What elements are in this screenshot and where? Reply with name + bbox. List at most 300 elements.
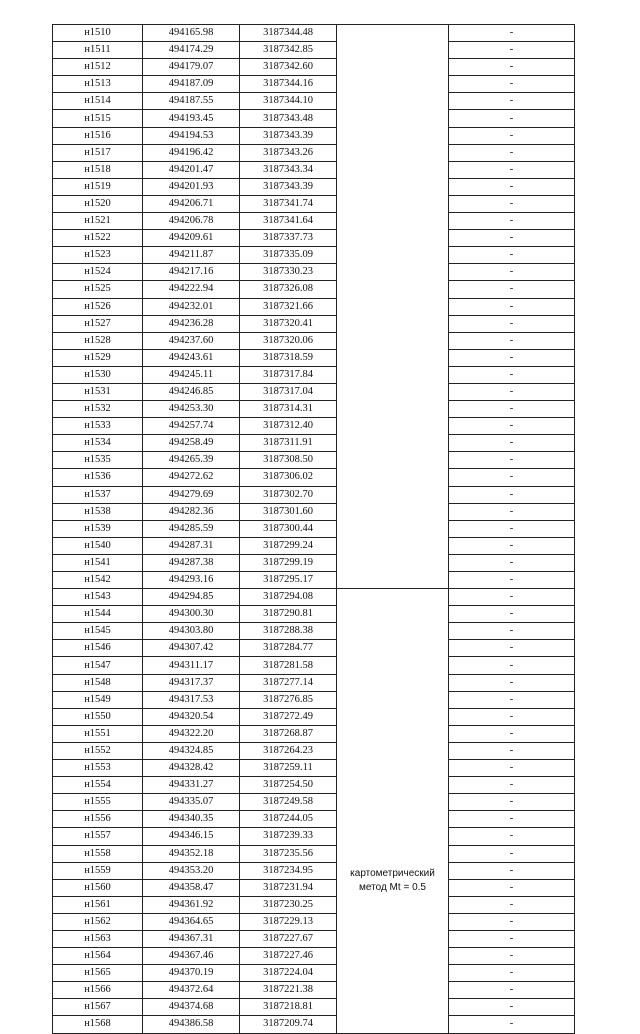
point-name-cell: н1546 xyxy=(53,640,143,657)
x-coordinate-cell: 494258.49 xyxy=(143,435,240,452)
y-coordinate-cell: 3187299.19 xyxy=(240,554,337,571)
table-row xyxy=(53,828,575,845)
x-coordinate-cell: 494193.45 xyxy=(143,110,240,127)
x-coordinate-cell: 494211.87 xyxy=(143,247,240,264)
x-coordinate-cell: 494386.58 xyxy=(143,1016,240,1033)
point-name-cell: н1522 xyxy=(53,230,143,247)
x-coordinate-cell: 494243.61 xyxy=(143,349,240,366)
dash-cell: - xyxy=(449,777,575,794)
y-coordinate-cell: 3187306.02 xyxy=(240,469,337,486)
point-name-cell: н1540 xyxy=(53,537,143,554)
point-name-cell: н1511 xyxy=(53,42,143,59)
x-coordinate-cell: 494370.19 xyxy=(143,965,240,982)
dash-cell: - xyxy=(449,503,575,520)
table-row xyxy=(53,811,575,828)
y-coordinate-cell: 3187259.11 xyxy=(240,760,337,777)
dash-cell: - xyxy=(449,195,575,212)
y-coordinate-cell: 3187276.85 xyxy=(240,691,337,708)
x-coordinate-cell: 494222.94 xyxy=(143,281,240,298)
y-coordinate-cell: 3187235.56 xyxy=(240,845,337,862)
x-coordinate-cell: 494165.98 xyxy=(143,25,240,42)
table-row xyxy=(53,520,575,537)
table-row xyxy=(53,845,575,862)
table-row xyxy=(53,366,575,383)
dash-cell: - xyxy=(449,896,575,913)
table-row xyxy=(53,25,575,42)
point-name-cell: н1559 xyxy=(53,862,143,879)
dash-cell: - xyxy=(449,349,575,366)
point-name-cell: н1537 xyxy=(53,486,143,503)
x-coordinate-cell: 494206.78 xyxy=(143,213,240,230)
y-coordinate-cell: 3187320.41 xyxy=(240,315,337,332)
point-name-cell: н1527 xyxy=(53,315,143,332)
table-row xyxy=(53,93,575,110)
point-name-cell: н1568 xyxy=(53,1016,143,1033)
table-row xyxy=(53,418,575,435)
y-coordinate-cell: 3187229.13 xyxy=(240,913,337,930)
dash-cell: - xyxy=(449,845,575,862)
y-coordinate-cell: 3187268.87 xyxy=(240,725,337,742)
point-name-cell: н1528 xyxy=(53,332,143,349)
table-row xyxy=(53,879,575,896)
x-coordinate-cell: 494285.59 xyxy=(143,520,240,537)
x-coordinate-cell: 494187.09 xyxy=(143,76,240,93)
y-coordinate-cell: 3187234.95 xyxy=(240,862,337,879)
table-row xyxy=(53,247,575,264)
y-coordinate-cell: 3187317.04 xyxy=(240,383,337,400)
table-row xyxy=(53,452,575,469)
y-coordinate-cell: 3187300.44 xyxy=(240,520,337,537)
x-coordinate-cell: 494236.28 xyxy=(143,315,240,332)
x-coordinate-cell: 494361.92 xyxy=(143,896,240,913)
y-coordinate-cell: 3187311.91 xyxy=(240,435,337,452)
x-coordinate-cell: 494320.54 xyxy=(143,708,240,725)
table-row xyxy=(53,435,575,452)
table-row xyxy=(53,913,575,930)
table-row xyxy=(53,264,575,281)
y-coordinate-cell: 3187294.08 xyxy=(240,589,337,606)
x-coordinate-cell: 494367.46 xyxy=(143,948,240,965)
y-coordinate-cell: 3187299.24 xyxy=(240,537,337,554)
y-coordinate-cell: 3187308.50 xyxy=(240,452,337,469)
dash-cell: - xyxy=(449,691,575,708)
y-coordinate-cell: 3187320.06 xyxy=(240,332,337,349)
dash-cell: - xyxy=(449,708,575,725)
dash-cell: - xyxy=(449,452,575,469)
table-row xyxy=(53,401,575,418)
point-name-cell: н1538 xyxy=(53,503,143,520)
table-row xyxy=(53,606,575,623)
table-row xyxy=(53,674,575,691)
x-coordinate-cell: 494352.18 xyxy=(143,845,240,862)
y-coordinate-cell: 3187227.46 xyxy=(240,948,337,965)
table-row xyxy=(53,503,575,520)
table-row xyxy=(53,862,575,879)
y-coordinate-cell: 3187249.58 xyxy=(240,794,337,811)
point-name-cell: н1551 xyxy=(53,725,143,742)
dash-cell: - xyxy=(449,401,575,418)
table-row xyxy=(53,42,575,59)
table-row xyxy=(53,589,575,606)
point-name-cell: н1543 xyxy=(53,589,143,606)
y-coordinate-cell: 3187343.39 xyxy=(240,127,337,144)
dash-cell: - xyxy=(449,982,575,999)
dash-cell: - xyxy=(449,862,575,879)
dash-cell: - xyxy=(449,913,575,930)
point-name-cell: н1523 xyxy=(53,247,143,264)
dash-cell: - xyxy=(449,794,575,811)
table-row xyxy=(53,383,575,400)
x-coordinate-cell: 494317.37 xyxy=(143,674,240,691)
table-row xyxy=(53,298,575,315)
point-name-cell: н1530 xyxy=(53,366,143,383)
x-coordinate-cell: 494317.53 xyxy=(143,691,240,708)
table-row xyxy=(53,59,575,76)
point-name-cell: н1554 xyxy=(53,777,143,794)
table-row xyxy=(53,127,575,144)
dash-cell: - xyxy=(449,144,575,161)
table-row xyxy=(53,640,575,657)
dash-cell: - xyxy=(449,213,575,230)
table-row xyxy=(53,178,575,195)
y-coordinate-cell: 3187342.60 xyxy=(240,59,337,76)
dash-cell: - xyxy=(449,76,575,93)
y-coordinate-cell: 3187321.66 xyxy=(240,298,337,315)
point-name-cell: н1517 xyxy=(53,144,143,161)
point-name-cell: н1552 xyxy=(53,742,143,759)
table-row xyxy=(53,742,575,759)
y-coordinate-cell: 3187221.38 xyxy=(240,982,337,999)
method-accuracy: метод Mt = 0.5 xyxy=(359,881,426,893)
dash-cell: - xyxy=(449,640,575,657)
y-coordinate-cell: 3187218.81 xyxy=(240,999,337,1016)
x-coordinate-cell: 494335.07 xyxy=(143,794,240,811)
method-cell-empty xyxy=(337,25,449,589)
point-name-cell: н1518 xyxy=(53,161,143,178)
x-coordinate-cell: 494196.42 xyxy=(143,144,240,161)
table-row xyxy=(53,572,575,589)
y-coordinate-cell: 3187264.23 xyxy=(240,742,337,759)
point-name-cell: н1548 xyxy=(53,674,143,691)
dash-cell: - xyxy=(449,520,575,537)
x-coordinate-cell: 494187.55 xyxy=(143,93,240,110)
dash-cell: - xyxy=(449,742,575,759)
dash-cell: - xyxy=(449,930,575,947)
x-coordinate-cell: 494232.01 xyxy=(143,298,240,315)
x-coordinate-cell: 494253.30 xyxy=(143,401,240,418)
y-coordinate-cell: 3187231.94 xyxy=(240,879,337,896)
dash-cell: - xyxy=(449,537,575,554)
x-coordinate-cell: 494209.61 xyxy=(143,230,240,247)
point-name-cell: н1529 xyxy=(53,349,143,366)
y-coordinate-cell: 3187335.09 xyxy=(240,247,337,264)
x-coordinate-cell: 494217.16 xyxy=(143,264,240,281)
y-coordinate-cell: 3187344.16 xyxy=(240,76,337,93)
dash-cell: - xyxy=(449,606,575,623)
y-coordinate-cell: 3187254.50 xyxy=(240,777,337,794)
dash-cell: - xyxy=(449,1016,575,1033)
dash-cell: - xyxy=(449,554,575,571)
y-coordinate-cell: 3187343.26 xyxy=(240,144,337,161)
y-coordinate-cell: 3187341.64 xyxy=(240,213,337,230)
coordinates-table-body xyxy=(53,25,575,1034)
dash-cell: - xyxy=(449,247,575,264)
table-row xyxy=(53,1016,575,1033)
table-row xyxy=(53,469,575,486)
point-name-cell: н1565 xyxy=(53,965,143,982)
point-name-cell: н1566 xyxy=(53,982,143,999)
table-row xyxy=(53,999,575,1016)
dash-cell: - xyxy=(449,366,575,383)
x-coordinate-cell: 494303.80 xyxy=(143,623,240,640)
dash-cell: - xyxy=(449,25,575,42)
x-coordinate-cell: 494194.53 xyxy=(143,127,240,144)
dash-cell: - xyxy=(449,760,575,777)
dash-cell: - xyxy=(449,281,575,298)
x-coordinate-cell: 494340.35 xyxy=(143,811,240,828)
point-name-cell: н1550 xyxy=(53,708,143,725)
table-row xyxy=(53,144,575,161)
dash-cell: - xyxy=(449,93,575,110)
table-row xyxy=(53,332,575,349)
y-coordinate-cell: 3187277.14 xyxy=(240,674,337,691)
x-coordinate-cell: 494322.20 xyxy=(143,725,240,742)
dash-cell: - xyxy=(449,725,575,742)
table-row xyxy=(53,777,575,794)
point-name-cell: н1567 xyxy=(53,999,143,1016)
x-coordinate-cell: 494364.65 xyxy=(143,913,240,930)
dash-cell: - xyxy=(449,811,575,828)
x-coordinate-cell: 494287.31 xyxy=(143,537,240,554)
y-coordinate-cell: 3187343.34 xyxy=(240,161,337,178)
dash-cell: - xyxy=(449,435,575,452)
x-coordinate-cell: 494358.47 xyxy=(143,879,240,896)
x-coordinate-cell: 494293.16 xyxy=(143,572,240,589)
point-name-cell: н1562 xyxy=(53,913,143,930)
point-name-cell: н1549 xyxy=(53,691,143,708)
point-name-cell: н1555 xyxy=(53,794,143,811)
table-row xyxy=(53,161,575,178)
x-coordinate-cell: 494237.60 xyxy=(143,332,240,349)
x-coordinate-cell: 494201.47 xyxy=(143,161,240,178)
point-name-cell: н1539 xyxy=(53,520,143,537)
point-name-cell: н1513 xyxy=(53,76,143,93)
dash-cell: - xyxy=(449,418,575,435)
y-coordinate-cell: 3187281.58 xyxy=(240,657,337,674)
point-name-cell: н1556 xyxy=(53,811,143,828)
x-coordinate-cell: 494272.62 xyxy=(143,469,240,486)
y-coordinate-cell: 3187284.77 xyxy=(240,640,337,657)
x-coordinate-cell: 494201.93 xyxy=(143,178,240,195)
table-row xyxy=(53,948,575,965)
y-coordinate-cell: 3187244.05 xyxy=(240,811,337,828)
y-coordinate-cell: 3187301.60 xyxy=(240,503,337,520)
dash-cell: - xyxy=(449,828,575,845)
y-coordinate-cell: 3187230.25 xyxy=(240,896,337,913)
point-name-cell: н1515 xyxy=(53,110,143,127)
dash-cell: - xyxy=(449,127,575,144)
x-coordinate-cell: 494331.27 xyxy=(143,777,240,794)
point-name-cell: н1516 xyxy=(53,127,143,144)
table-row xyxy=(53,760,575,777)
dash-cell: - xyxy=(449,264,575,281)
x-coordinate-cell: 494282.36 xyxy=(143,503,240,520)
dash-cell: - xyxy=(449,999,575,1016)
point-name-cell: н1532 xyxy=(53,401,143,418)
x-coordinate-cell: 494307.42 xyxy=(143,640,240,657)
table-row xyxy=(53,982,575,999)
point-name-cell: н1541 xyxy=(53,554,143,571)
point-name-cell: н1526 xyxy=(53,298,143,315)
x-coordinate-cell: 494206.71 xyxy=(143,195,240,212)
table-row xyxy=(53,213,575,230)
y-coordinate-cell: 3187272.49 xyxy=(240,708,337,725)
table-row xyxy=(53,76,575,93)
x-coordinate-cell: 494279.69 xyxy=(143,486,240,503)
dash-cell: - xyxy=(449,879,575,896)
x-coordinate-cell: 494346.15 xyxy=(143,828,240,845)
table-row xyxy=(53,537,575,554)
table-row xyxy=(53,281,575,298)
point-name-cell: н1547 xyxy=(53,657,143,674)
y-coordinate-cell: 3187337.73 xyxy=(240,230,337,247)
y-coordinate-cell: 3187344.48 xyxy=(240,25,337,42)
table-row xyxy=(53,554,575,571)
dash-cell: - xyxy=(449,572,575,589)
table-row xyxy=(53,708,575,725)
y-coordinate-cell: 3187317.84 xyxy=(240,366,337,383)
table-row xyxy=(53,725,575,742)
point-name-cell: н1553 xyxy=(53,760,143,777)
x-coordinate-cell: 494328.42 xyxy=(143,760,240,777)
x-coordinate-cell: 494257.74 xyxy=(143,418,240,435)
point-name-cell: н1536 xyxy=(53,469,143,486)
y-coordinate-cell: 3187288.38 xyxy=(240,623,337,640)
point-name-cell: н1534 xyxy=(53,435,143,452)
y-coordinate-cell: 3187330.23 xyxy=(240,264,337,281)
x-coordinate-cell: 494294.85 xyxy=(143,589,240,606)
x-coordinate-cell: 494174.29 xyxy=(143,42,240,59)
y-coordinate-cell: 3187342.85 xyxy=(240,42,337,59)
dash-cell: - xyxy=(449,965,575,982)
table-row xyxy=(53,657,575,674)
y-coordinate-cell: 3187224.04 xyxy=(240,965,337,982)
x-coordinate-cell: 494353.20 xyxy=(143,862,240,879)
point-name-cell: н1525 xyxy=(53,281,143,298)
point-name-cell: н1512 xyxy=(53,59,143,76)
point-name-cell: н1524 xyxy=(53,264,143,281)
y-coordinate-cell: 3187344.10 xyxy=(240,93,337,110)
dash-cell: - xyxy=(449,42,575,59)
table-row xyxy=(53,349,575,366)
dash-cell: - xyxy=(449,230,575,247)
table-row xyxy=(53,794,575,811)
y-coordinate-cell: 3187343.48 xyxy=(240,110,337,127)
dash-cell: - xyxy=(449,332,575,349)
y-coordinate-cell: 3187302.70 xyxy=(240,486,337,503)
y-coordinate-cell: 3187227.67 xyxy=(240,930,337,947)
dash-cell: - xyxy=(449,469,575,486)
dash-cell: - xyxy=(449,657,575,674)
table-row xyxy=(53,930,575,947)
table-row xyxy=(53,486,575,503)
x-coordinate-cell: 494367.31 xyxy=(143,930,240,947)
x-coordinate-cell: 494311.17 xyxy=(143,657,240,674)
point-name-cell: н1520 xyxy=(53,195,143,212)
table-row xyxy=(53,110,575,127)
table-row xyxy=(53,315,575,332)
point-name-cell: н1519 xyxy=(53,178,143,195)
point-name-cell: н1545 xyxy=(53,623,143,640)
table-row xyxy=(53,691,575,708)
y-coordinate-cell: 3187239.33 xyxy=(240,828,337,845)
point-name-cell: н1557 xyxy=(53,828,143,845)
coordinates-table xyxy=(52,24,575,1034)
x-coordinate-cell: 494374.68 xyxy=(143,999,240,1016)
point-name-cell: н1560 xyxy=(53,879,143,896)
point-name-cell: н1564 xyxy=(53,948,143,965)
dash-cell: - xyxy=(449,623,575,640)
point-name-cell: н1531 xyxy=(53,383,143,400)
point-name-cell: н1558 xyxy=(53,845,143,862)
point-name-cell: н1521 xyxy=(53,213,143,230)
x-coordinate-cell: 494287.38 xyxy=(143,554,240,571)
y-coordinate-cell: 3187318.59 xyxy=(240,349,337,366)
dash-cell: - xyxy=(449,59,575,76)
point-name-cell: н1542 xyxy=(53,572,143,589)
dash-cell: - xyxy=(449,110,575,127)
dash-cell: - xyxy=(449,298,575,315)
y-coordinate-cell: 3187343.39 xyxy=(240,178,337,195)
point-name-cell: н1535 xyxy=(53,452,143,469)
dash-cell: - xyxy=(449,315,575,332)
y-coordinate-cell: 3187314.31 xyxy=(240,401,337,418)
point-name-cell: н1514 xyxy=(53,93,143,110)
dash-cell: - xyxy=(449,161,575,178)
point-name-cell: н1533 xyxy=(53,418,143,435)
table-row xyxy=(53,195,575,212)
dash-cell: - xyxy=(449,383,575,400)
method-cell xyxy=(337,589,449,1033)
point-name-cell: н1544 xyxy=(53,606,143,623)
x-coordinate-cell: 494300.30 xyxy=(143,606,240,623)
x-coordinate-cell: 494245.11 xyxy=(143,366,240,383)
y-coordinate-cell: 3187341.74 xyxy=(240,195,337,212)
y-coordinate-cell: 3187326.08 xyxy=(240,281,337,298)
point-name-cell: н1561 xyxy=(53,896,143,913)
x-coordinate-cell: 494324.85 xyxy=(143,742,240,759)
y-coordinate-cell: 3187209.74 xyxy=(240,1016,337,1033)
point-name-cell: н1563 xyxy=(53,930,143,947)
table-row xyxy=(53,965,575,982)
dash-cell: - xyxy=(449,674,575,691)
dash-cell: - xyxy=(449,178,575,195)
y-coordinate-cell: 3187312.40 xyxy=(240,418,337,435)
y-coordinate-cell: 3187295.17 xyxy=(240,572,337,589)
x-coordinate-cell: 494179.07 xyxy=(143,59,240,76)
method-name: картометрический xyxy=(350,867,435,879)
table-row xyxy=(53,623,575,640)
x-coordinate-cell: 494265.39 xyxy=(143,452,240,469)
x-coordinate-cell: 494246.85 xyxy=(143,383,240,400)
table-row xyxy=(53,230,575,247)
point-name-cell: н1510 xyxy=(53,25,143,42)
dash-cell: - xyxy=(449,486,575,503)
dash-cell: - xyxy=(449,589,575,606)
y-coordinate-cell: 3187290.81 xyxy=(240,606,337,623)
x-coordinate-cell: 494372.64 xyxy=(143,982,240,999)
dash-cell: - xyxy=(449,948,575,965)
